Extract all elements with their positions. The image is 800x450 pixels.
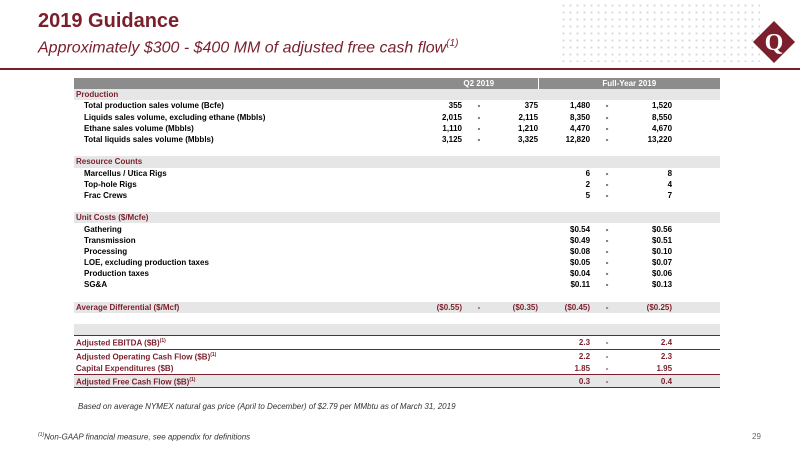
row-label: Capital Expenditures ($B) bbox=[74, 363, 420, 375]
company-logo-icon bbox=[752, 20, 796, 64]
subtitle-text: Approximately $300 - $400 MM of adjusted free cash flow bbox=[38, 39, 447, 57]
title-divider bbox=[0, 68, 800, 70]
fy-low: $0.08 bbox=[570, 246, 591, 256]
range-dash: - bbox=[605, 179, 609, 189]
table-row bbox=[74, 268, 720, 279]
row-label: Liquids sales volume, excluding ethane (Mbbls) bbox=[84, 112, 266, 122]
q2-high: 1,210 bbox=[518, 123, 539, 133]
col-header-full-year: Full-Year 2019 bbox=[538, 78, 720, 89]
section-label: Unit Costs ($/Mcfe) bbox=[74, 212, 420, 223]
range-dash: - bbox=[605, 280, 609, 290]
row-label: Total production sales volume (Bcfe) bbox=[84, 101, 224, 111]
row-label: Average Differential ($/Mcf) bbox=[74, 302, 420, 313]
spacer-row bbox=[74, 201, 720, 212]
row-label bbox=[74, 374, 420, 388]
footnote-marker: (1) bbox=[210, 351, 217, 358]
table-row bbox=[74, 279, 720, 290]
fy-high: $0.07 bbox=[652, 258, 673, 268]
table-row-average-differential bbox=[74, 302, 720, 313]
fy-high: 0.4 bbox=[624, 374, 672, 388]
q2-low: ($0.55) bbox=[420, 302, 462, 313]
range-dash: - bbox=[590, 302, 624, 313]
row-label-text: Adjusted EBITDA ($B) bbox=[76, 338, 160, 348]
table-row-free-cash-flow bbox=[74, 374, 720, 388]
fy-high: 4 bbox=[667, 179, 673, 189]
row-label: Production taxes bbox=[84, 269, 149, 279]
row-label: Top-hole Rigs bbox=[84, 179, 137, 189]
fy-high: $0.56 bbox=[652, 224, 673, 234]
fy-high: 8 bbox=[667, 168, 673, 178]
range-dash: - bbox=[477, 135, 481, 145]
fy-low: 0.3 bbox=[538, 374, 590, 388]
q2-low: 3,125 bbox=[441, 135, 462, 145]
footnote-text: Non-GAAP financial measure, see appendix for definitions bbox=[44, 432, 251, 442]
range-dash: - bbox=[477, 123, 481, 133]
col-header-q2: Q2 2019 bbox=[420, 78, 538, 89]
table-row-ebitda bbox=[74, 336, 720, 350]
table-row-capex bbox=[74, 363, 720, 375]
logo-letter: Q bbox=[764, 30, 784, 56]
fy-low: ($0.45) bbox=[538, 302, 590, 313]
range-dash: - bbox=[605, 101, 609, 111]
fy-high: 1,520 bbox=[652, 101, 673, 111]
table-row bbox=[74, 223, 720, 234]
table-row bbox=[74, 134, 720, 145]
footnote-marker: (1) bbox=[159, 338, 166, 345]
range-dash: - bbox=[477, 112, 481, 122]
fy-low: $0.04 bbox=[570, 269, 591, 279]
fy-high: $0.10 bbox=[652, 246, 673, 256]
fy-high: $0.06 bbox=[652, 269, 673, 279]
range-dash: - bbox=[605, 246, 609, 256]
table-row bbox=[74, 179, 720, 190]
fy-high: 1.95 bbox=[624, 363, 672, 375]
row-label bbox=[74, 336, 420, 350]
row-label: Processing bbox=[84, 246, 128, 256]
spacer-row bbox=[74, 291, 720, 302]
fy-low: $0.49 bbox=[570, 235, 591, 245]
table-row bbox=[74, 123, 720, 134]
table-row bbox=[74, 246, 720, 257]
fy-low: 1,480 bbox=[570, 101, 591, 111]
row-label: Total liquids sales volume (Mbbls) bbox=[84, 135, 214, 145]
fy-high: ($0.25) bbox=[624, 302, 672, 313]
fy-low: 2 bbox=[585, 179, 591, 189]
fy-low: 4,470 bbox=[570, 123, 591, 133]
q2-high: 375 bbox=[524, 101, 539, 111]
subtitle-footnote-marker: (1) bbox=[446, 38, 459, 49]
row-label-text: Adjusted Free Cash Flow ($B) bbox=[76, 377, 190, 387]
page-title: 2019 Guidance bbox=[38, 10, 180, 32]
row-label: LOE, excluding production taxes bbox=[84, 258, 209, 268]
q2-high: ($0.35) bbox=[496, 302, 538, 313]
fy-low: 5 bbox=[585, 190, 591, 200]
q2-low: 355 bbox=[448, 101, 462, 111]
row-label: Ethane sales volume (Mbbls) bbox=[84, 123, 194, 133]
fy-low: $0.54 bbox=[570, 224, 591, 234]
spacer-row bbox=[74, 313, 720, 324]
section-resource-counts bbox=[74, 156, 720, 167]
table-header-row bbox=[74, 78, 720, 89]
fy-high: 2.3 bbox=[660, 351, 673, 361]
q2-high: 3,325 bbox=[518, 135, 539, 145]
section-label: Resource Counts bbox=[74, 156, 420, 167]
q2-low: 2,015 bbox=[441, 112, 462, 122]
table-row bbox=[74, 168, 720, 179]
page-subtitle bbox=[38, 38, 458, 57]
range-dash: - bbox=[605, 135, 609, 145]
row-label-text: Adjusted Operating Cash Flow ($B) bbox=[76, 352, 211, 362]
q2-high: 2,115 bbox=[518, 112, 539, 122]
fy-low: 1.85 bbox=[538, 363, 590, 375]
fy-low: 6 bbox=[585, 168, 591, 178]
range-dash: - bbox=[605, 269, 609, 279]
range-dash: - bbox=[477, 101, 481, 111]
range-dash: - bbox=[605, 168, 609, 178]
section-production bbox=[74, 89, 720, 100]
fy-high: 7 bbox=[667, 190, 673, 200]
table-row bbox=[74, 112, 720, 123]
range-dash: - bbox=[462, 302, 496, 313]
fy-high: 13,220 bbox=[647, 135, 673, 145]
row-label bbox=[74, 349, 420, 362]
range-dash: - bbox=[605, 351, 609, 361]
fy-low: 8,350 bbox=[570, 112, 591, 122]
row-label: Transmission bbox=[84, 235, 136, 245]
section-unit-costs bbox=[74, 212, 720, 223]
table-row bbox=[74, 257, 720, 268]
range-dash: - bbox=[590, 336, 624, 350]
spacer-row bbox=[74, 145, 720, 156]
fy-low: $0.05 bbox=[570, 258, 591, 268]
range-dash: - bbox=[605, 224, 609, 234]
guidance-table bbox=[74, 78, 720, 388]
fy-low: $0.11 bbox=[570, 280, 591, 290]
fy-low: 2.2 bbox=[578, 351, 591, 361]
range-dash: - bbox=[605, 112, 609, 122]
q2-low: 1,110 bbox=[442, 123, 462, 133]
range-dash: - bbox=[605, 190, 609, 200]
fy-high: 8,550 bbox=[652, 112, 673, 122]
footnote bbox=[38, 432, 250, 442]
row-label: Gathering bbox=[84, 224, 122, 234]
row-label: Frac Crews bbox=[84, 190, 128, 200]
footnote-marker: (1) bbox=[189, 376, 196, 383]
row-label: SG&A bbox=[84, 280, 108, 290]
table-row bbox=[74, 190, 720, 201]
range-dash: - bbox=[605, 258, 609, 268]
fy-high: 2.4 bbox=[624, 336, 672, 350]
dot-pattern bbox=[560, 2, 760, 62]
range-dash: - bbox=[590, 374, 624, 388]
fy-high: 4,670 bbox=[652, 123, 673, 133]
fy-high: $0.13 bbox=[652, 280, 673, 290]
range-dash: - bbox=[605, 123, 609, 133]
fy-low: 12,820 bbox=[565, 135, 591, 145]
fy-high: $0.51 bbox=[652, 235, 673, 245]
range-dash: - bbox=[590, 363, 624, 375]
footnote-marker: (1) bbox=[38, 432, 45, 438]
section-label: Production bbox=[74, 89, 420, 100]
range-dash: - bbox=[605, 235, 609, 245]
fy-low: 2.3 bbox=[538, 336, 590, 350]
table-row bbox=[74, 100, 720, 111]
price-assumption-note: Based on average NYMEX natural gas price (April to December) of $2.79 per MMbtu as of March 31, 2019 bbox=[78, 402, 456, 411]
table-row-operating-cash-flow bbox=[74, 349, 720, 362]
spacer-row bbox=[74, 324, 720, 336]
row-label: Marcellus / Utica Rigs bbox=[84, 168, 167, 178]
page-number: 29 bbox=[752, 432, 761, 441]
table-row bbox=[74, 235, 720, 246]
